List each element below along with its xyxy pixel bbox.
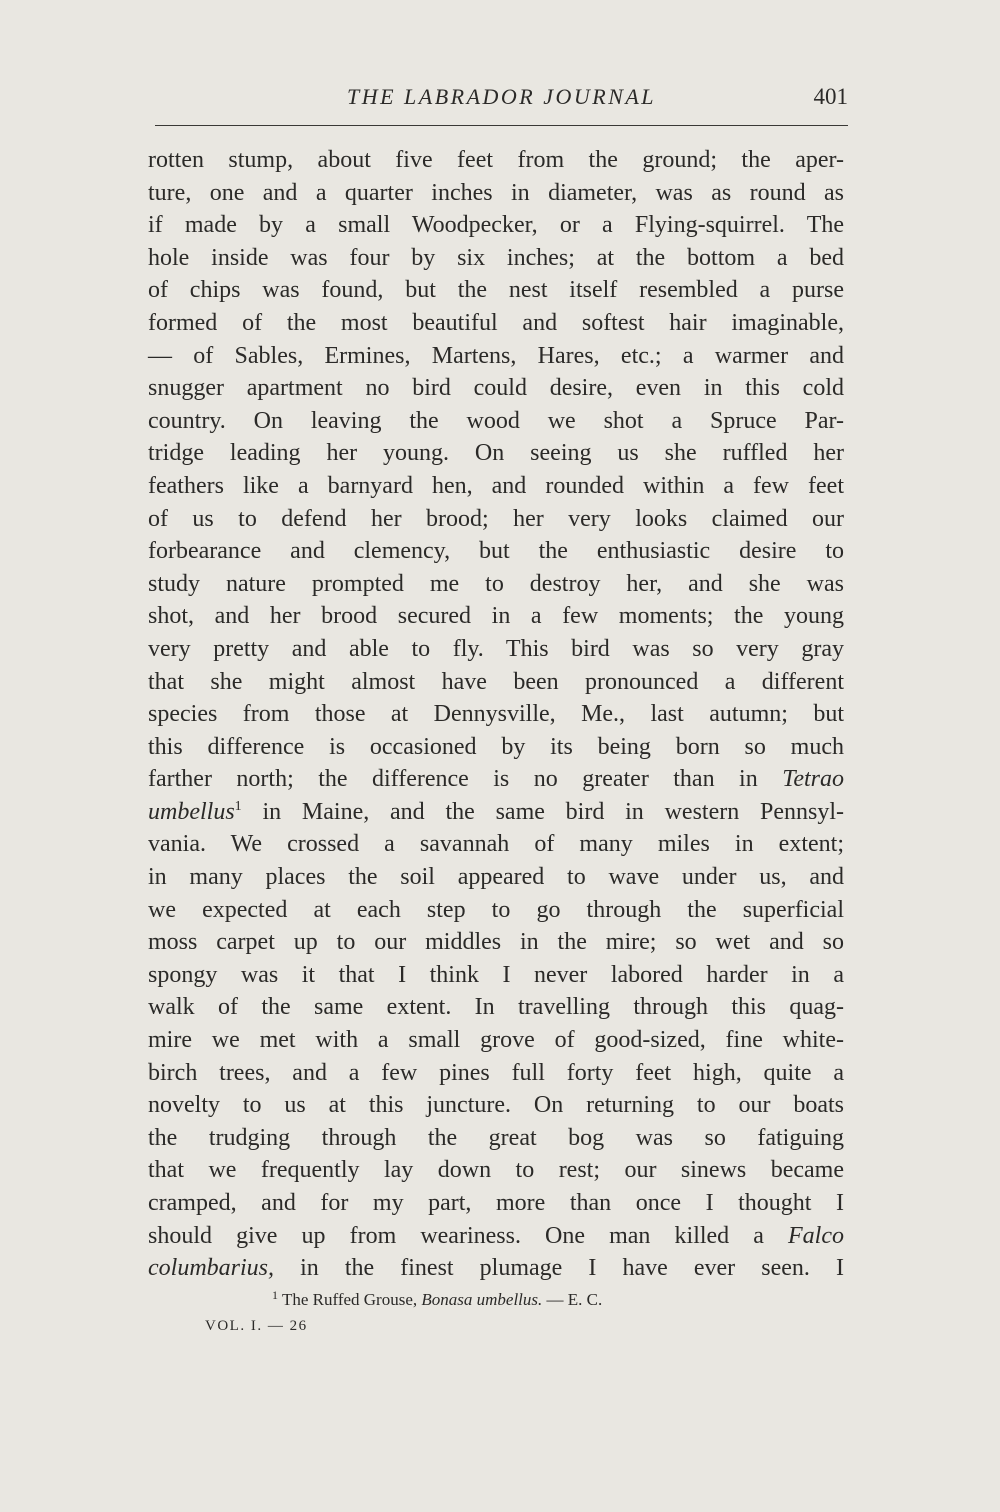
text-line: country. On leaving the wood we shot a Spruce Par-: [148, 407, 844, 434]
text-line: this difference is occasioned by its being born so much: [148, 733, 844, 760]
text-line-mixed: [148, 1220, 844, 1253]
species-name: umbellus: [148, 798, 235, 825]
text-line: ture, one and a quarter inches in diameter, was as round as: [148, 179, 844, 206]
text-line: shot, and her brood secured in a few moments; the young: [148, 603, 844, 630]
text-segment: should give up from weariness. One man killed a: [148, 1222, 764, 1249]
footnote-attribution: — E. C.: [546, 1290, 603, 1309]
text-line: the trudging through the great bog was so fatiguing: [148, 1124, 844, 1151]
text-line: snugger apartment no bird could desire, even in this cold: [148, 375, 844, 402]
text-line: birch trees, and a few pines full forty feet high, quite a: [148, 1059, 844, 1086]
text-line: of us to defend her brood; her very looks claimed our: [148, 505, 844, 532]
text-line-mixed: [148, 796, 844, 829]
species-name: Falco: [788, 1222, 844, 1249]
text-line: very pretty and able to fly. This bird was so very gray: [148, 635, 844, 662]
text-line: feathers like a barnyard hen, and rounded within a few feet: [148, 472, 844, 499]
text-line: we expected at each step to go through the superficial: [148, 896, 844, 923]
footnote-number: 1: [272, 1288, 278, 1302]
text-line: novelty to us at this juncture. On returning to our boats: [148, 1092, 844, 1119]
text-line: hole inside was four by six inches; at the bottom a bed: [148, 244, 844, 271]
species-name: columbarius,: [148, 1255, 274, 1282]
text-line: moss carpet up to our middles in the mire; so wet and so: [148, 929, 844, 956]
text-line: spongy was it that I think I never labored harder in a: [148, 961, 844, 988]
text-line: — of Sables, Ermines, Martens, Hares, etc.; a warmer and: [148, 342, 844, 369]
text-line: formed of the most beautiful and softest hair imaginable,: [148, 309, 844, 336]
running-head: [155, 84, 848, 118]
text-segment: in the finest plumage I have ever seen. I: [300, 1255, 844, 1282]
signature-mark: VOL. I. — 26: [205, 1318, 308, 1334]
header-rule: [155, 125, 848, 126]
footnote-marker: 1: [234, 798, 242, 814]
text-line-mixed: [148, 763, 844, 796]
text-segment: in Maine, and the same bird in western Pennsyl-: [262, 798, 845, 825]
text-line: of chips was found, but the nest itself resembled a purse: [148, 277, 844, 304]
footnote: [272, 1290, 602, 1310]
page-number: 401: [813, 84, 848, 109]
text-line: that she might almost have been pronounced a different: [148, 668, 844, 695]
text-line: cramped, and for my part, more than once I thought I: [148, 1190, 844, 1216]
text-line: walk of the same extent. In travelling through this quag-: [148, 994, 844, 1021]
text-line: tridge leading her young. On seeing us she ruffled her: [148, 440, 844, 467]
running-title: THE LABRADOR JOURNAL: [346, 84, 657, 109]
text-line: study nature prompted me to destroy her, and she was: [148, 570, 844, 597]
text-line-mixed: [148, 1252, 844, 1285]
text-line: mire we met with a small grove of good-sized, fine white-: [148, 1027, 844, 1054]
body-text: [148, 144, 844, 1285]
text-line: in many places the soil appeared to wave under us, and: [148, 864, 844, 891]
footnote-species: Bonasa umbellus.: [421, 1290, 543, 1309]
text-line: vania. We crossed a savannah of many miles in extent;: [148, 831, 844, 858]
footnote-text: The Ruffed Grouse,: [281, 1290, 418, 1309]
text-segment: farther north; the difference is no greater than in: [148, 766, 758, 793]
text-line: species from those at Dennysville, Me., last autumn; but: [148, 701, 844, 728]
text-line: if made by a small Woodpecker, or a Flying-squirrel. The: [148, 212, 844, 239]
text-line: that we frequently lay down to rest; our sinews became: [148, 1157, 844, 1184]
species-name: Tetrao: [782, 766, 844, 793]
text-line: forbearance and clemency, but the enthusiastic desire to: [148, 538, 844, 565]
text-line: rotten stump, about five feet from the ground; the aper-: [148, 147, 844, 173]
